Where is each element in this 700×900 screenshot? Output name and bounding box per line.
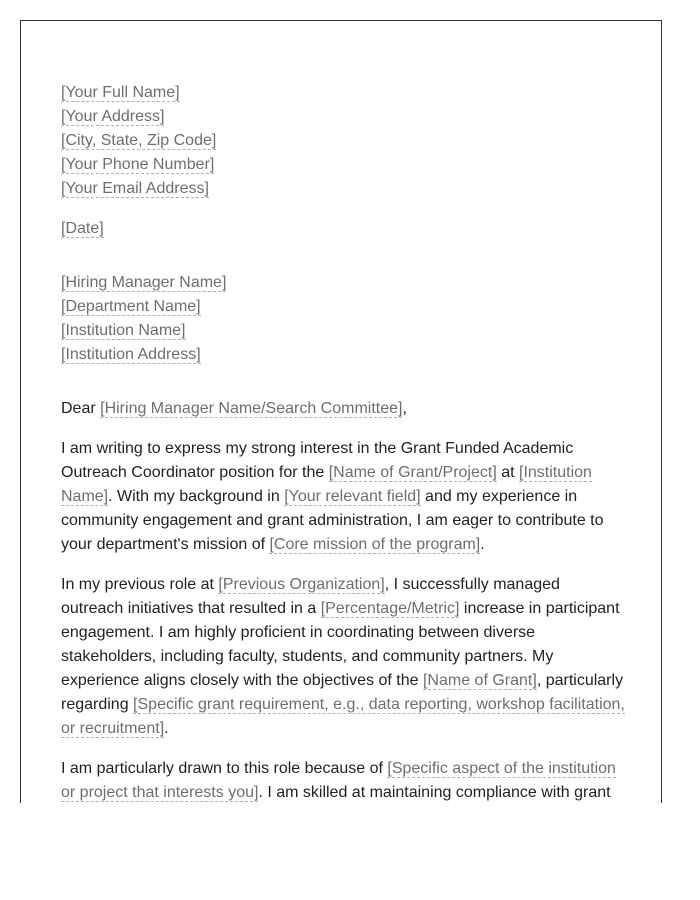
placeholder-phone: [Your Phone Number]	[61, 156, 215, 173]
date-block	[61, 217, 626, 241]
sender-block	[61, 81, 626, 201]
cover-letter-body	[61, 81, 626, 803]
placeholder-salutation-name: [Hiring Manager Name/Search Committee]	[100, 400, 403, 417]
placeholder-city-state-zip: [City, State, Zip Code]	[61, 132, 217, 149]
placeholder-core-mission: [Core mission of the program]	[269, 536, 481, 553]
placeholder-relevant-field: [Your relevant field]	[284, 488, 421, 505]
placeholder-percentage-metric: [Percentage/Metric]	[320, 600, 460, 617]
placeholder-department: [Department Name]	[61, 298, 201, 315]
placeholder-institution-name: [Institution Name]	[61, 464, 592, 505]
placeholder-institution: [Institution Name]	[61, 322, 186, 339]
placeholder-email: [Your Email Address]	[61, 180, 209, 197]
placeholder-institution-address: [Institution Address]	[61, 346, 201, 363]
placeholder-grant-project: [Name of Grant/Project]	[328, 464, 497, 481]
placeholder-hiring-manager: [Hiring Manager Name]	[61, 274, 227, 291]
paragraph-3: I am particularly drawn to this role because of [Specific aspect of the institution or project that interests you]. I am skilled at maintaining compliance with grant	[61, 760, 616, 801]
placeholder-grant-requirement: [Specific grant requirement, e.g., data reporting, workshop facilitation, or recruitment]	[61, 696, 625, 737]
paragraph-1: I am writing to express my strong interest in the Grant Funded Academic Outreach Coordinator position for the [Name of Grant/Project] at [Institution Name]. With my background in [Your relevant field] and my experience in community engagement and grant administration, I am eager to contribute to your department's mission of [Core mission of the program].	[61, 440, 604, 553]
placeholder-specific-aspect: [Specific aspect of the institution or project that interests you]	[61, 760, 616, 801]
placeholder-full-name: [Your Full Name]	[61, 84, 180, 101]
placeholder-date: [Date]	[61, 220, 104, 237]
placeholder-name-of-grant: [Name of Grant]	[422, 672, 537, 689]
placeholder-address: [Your Address]	[61, 108, 165, 125]
salutation: Dear [Hiring Manager Name/Search Committee],	[61, 400, 407, 417]
recipient-block	[61, 271, 626, 367]
document-page	[20, 20, 662, 803]
placeholder-previous-organization: [Previous Organization]	[218, 576, 385, 593]
paragraph-2: In my previous role at [Previous Organization], I successfully managed outreach initiatives that resulted in a [Percentage/Metric] increase in participant engagement. I am highly proficient in coordinating between diverse stakeholders, including faculty, students, and community partners. My experience aligns closely with the objectives of the [Name of Grant], particularly regarding [Specific grant requirement, e.g., data reporting, workshop facilitation, or recruitment].	[61, 576, 625, 737]
